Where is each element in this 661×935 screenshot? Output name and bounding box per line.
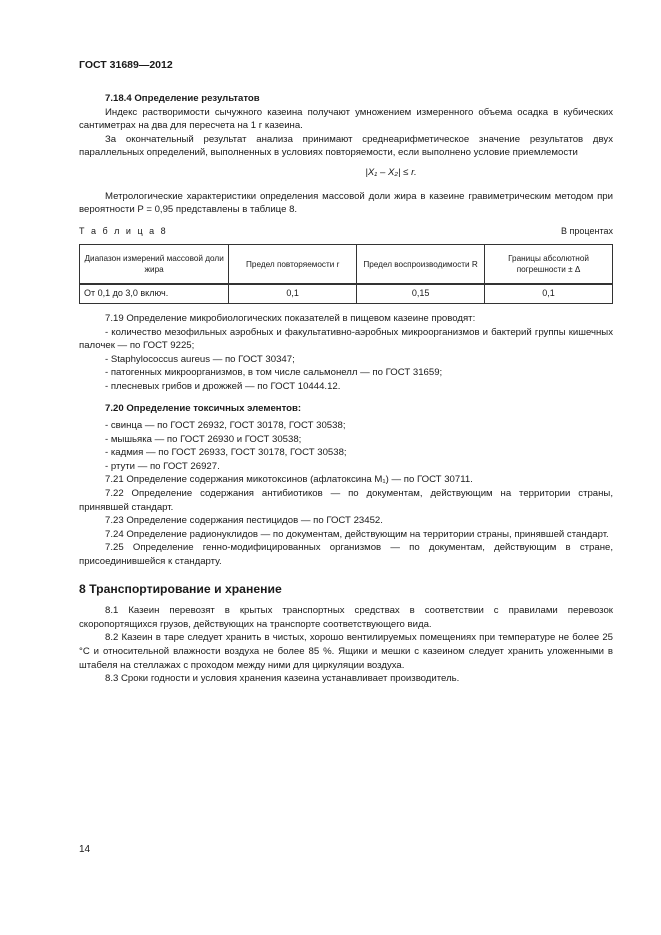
paragraph-solubility-index: Индекс растворимости сычужного казеина получают умножением измеренного объема осадка в кубических сантиметрах на два для пересчета на 1 г казеина. (79, 106, 613, 132)
list-item: - плесневых грибов и дрожжей — по ГОСТ 10444.12. (105, 380, 341, 392)
table-header-row (80, 245, 613, 285)
list-item: - свинца — по ГОСТ 26932, ГОСТ 30178, ГОСТ 30538; (105, 420, 346, 432)
table-caption (79, 225, 613, 239)
section-7-18-4-title: 7.18.4 Определение результатов (105, 93, 260, 104)
section-7-23: 7.23 Определение содержания пестицидов — по ГОСТ 23452. (105, 515, 383, 527)
list-item: - мышьяка — по ГОСТ 26930 и ГОСТ 30538; (105, 433, 302, 445)
list-item: - количество мезофильных аэробных и факультативно-аэробных микроорганизмов и бактерий группы кишечных палочек — по ГОСТ 9225; (79, 326, 613, 352)
section-7-25: 7.25 Определение генно-модифицированных организмов — по документам, действующим в стране, присоединившейся к стандарту. (79, 542, 613, 568)
document-code: ГОСТ 31689—2012 (79, 59, 173, 71)
section-8-title: 8 Транспортирование и хранение (79, 581, 282, 596)
section-7-24: 7.24 Определение радионуклидов — по документам, действующим на территории страны, принявшей стандарт. (105, 528, 609, 540)
table-8 (79, 244, 613, 304)
section-8-2: 8.2 Казеин в таре следует хранить в чистых, хорошо вентилируемых помещениях при температуре не более 25 °С и относительной влажности воздуха не более 85 %. Ящики и мешки с казеином следует хранить уложенными в штабеля на стеллажах с проходом между ними для циркуляции воздуха. (79, 632, 613, 671)
page-content (79, 92, 613, 686)
table-header-cell: Предел повторяемости r (229, 245, 357, 285)
table-cell: 0,1 (229, 284, 357, 303)
acceptance-formula: |X₁ – X₂| ≤ r. (365, 166, 417, 178)
paragraph-metrology: Метрологические характеристики определения массовой доли жира в казеине гравиметрическим методом при вероятности P = 0,95 представлены в таблице 8. (79, 190, 613, 216)
table-cell: 0,1 (485, 284, 613, 303)
table-cell: От 0,1 до 3,0 включ. (80, 284, 229, 303)
list-item: - ртути — по ГОСТ 26927. (105, 460, 220, 472)
table-cell: 0,15 (357, 284, 485, 303)
page-number: 14 (79, 844, 91, 855)
table-header-cell: Диапазон измерений массовой доли жира (80, 245, 229, 285)
list-item: - патогенных микроорганизмов, в том числе сальмонелл — по ГОСТ 31659; (105, 367, 443, 379)
section-7-22: 7.22 Определение содержания антибиотиков — по документам, действующим на территории страны, принявшей стандарт. (79, 488, 613, 513)
table-label: Т а б л и ц а 8 (79, 225, 168, 236)
paragraph-final-result: За окончательный результат анализа принимают среднеарифметическое значение результатов двух параллельных определений, выполненных в условиях повторяемости, если выполнено условие приемлемости (79, 133, 613, 159)
list-item: - кадмия — по ГОСТ 26933, ГОСТ 30178, ГОСТ 30538; (105, 447, 347, 459)
table-header-cell: Предел воспроизводимости R (357, 245, 485, 285)
table-row (80, 284, 613, 303)
list-item: - Staphylococcus aureus — по ГОСТ 30347; (105, 353, 295, 365)
section-7-21: 7.21 Определение содержания микотоксинов (афлатоксина M₁) — по ГОСТ 30711. (105, 474, 473, 486)
table-unit: В процентах (561, 225, 613, 236)
section-8-3: 8.3 Сроки годности и условия хранения казеина устанавливает производитель. (105, 673, 460, 685)
table-header-cell: Границы абсолютной погрешности ± Δ (485, 245, 613, 285)
section-7-20-title: 7.20 Определение токсичных элементов: (105, 402, 302, 414)
section-8-1: 8.1 Казеин перевозят в крытых транспортных средствах в соответствии с правилами перевозок скоропортящихся грузов, действующих на транспорте соответствующего вида. (79, 605, 613, 630)
section-7-19-intro: 7.19 Определение микробиологических показателей в пищевом казеине проводят: (105, 312, 476, 324)
